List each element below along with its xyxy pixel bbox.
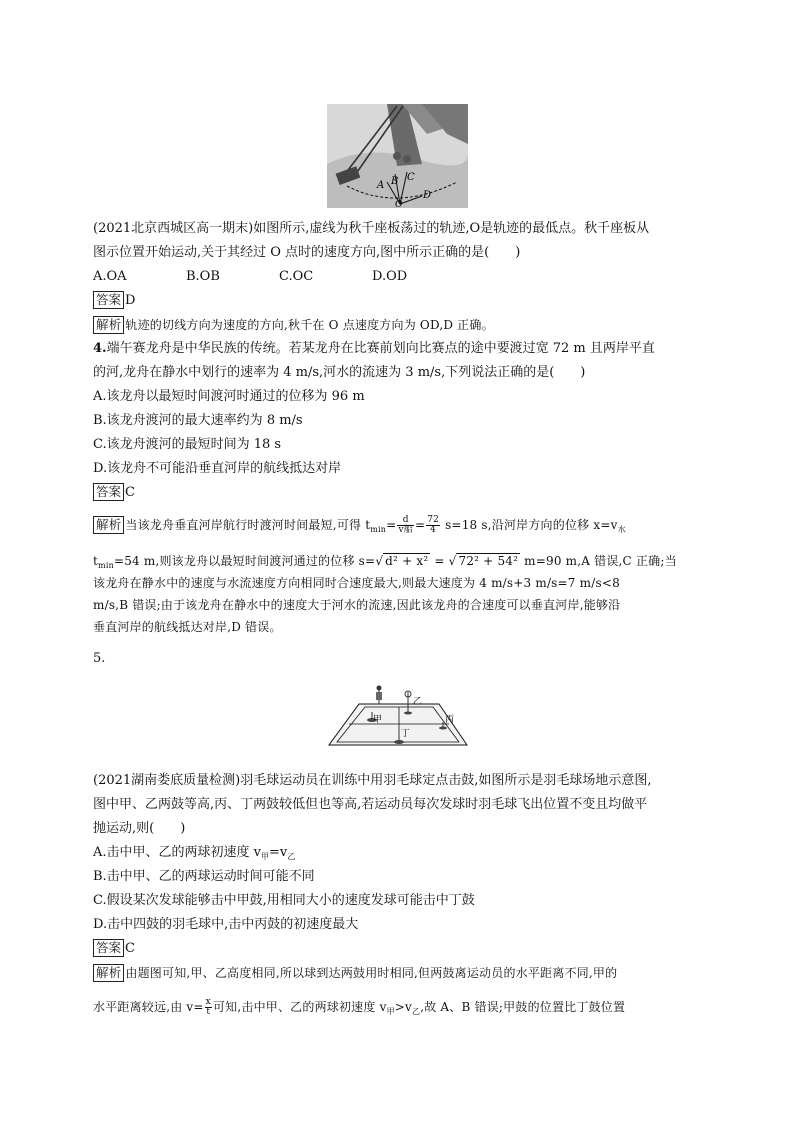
fig-label-ding: 丁 xyxy=(401,729,411,739)
q3-option-b: B.OB xyxy=(186,269,220,284)
q4-option-b: B.该龙舟渡河的最大速率约为 8 m/s xyxy=(93,413,303,428)
fig-label-jia: 甲 xyxy=(373,715,383,725)
q4-an2-c: = xyxy=(430,554,449,568)
fig-label-bing: 丙 xyxy=(445,715,455,725)
q5-option-d: D.击中四鼓的羽毛球中,击中丙鼓的初速度最大 xyxy=(93,917,359,932)
fig-label-o: O xyxy=(395,200,403,208)
q4-frac1-den: v船 xyxy=(398,525,413,535)
q5-stem-line1: (2021湖南娄底质量检测)羽毛球运动员在训练中用羽毛球定点击鼓,如图所示是羽毛球场地示意图, xyxy=(93,773,652,788)
q4-analysis-line3: 该龙舟在静水中的速度与水流速度方向相同时合速度最大,则最大速度为 4 m/s+3 m/s=7 m/s<8 xyxy=(93,576,620,590)
q4-analysis-line2: $t_{min}=54$ m,则该龙舟以最短时间渡河通过的位移 s=√ d² + x² = √ 72² + 54² m=90 m,A 错误,C 正确;当 xyxy=(93,554,677,570)
q3-answer xyxy=(93,291,135,311)
q4-an1-a: 当该龙舟垂直河岸航行时渡河时间最短,可得 t xyxy=(125,518,371,532)
badminton-court-figure xyxy=(327,682,469,748)
q5-option-c: C.假设某次发球能够击中甲鼓,用相同大小的速度发球可能击中丁鼓 xyxy=(93,893,475,908)
q5-an2-a: 水平距离较远,由 v= xyxy=(93,1000,204,1014)
q4-frac2-num: 72 xyxy=(427,515,440,525)
q5-optA-b: =v xyxy=(269,845,288,860)
q5-number: 5. xyxy=(93,651,106,666)
analysis-tag: 解析 xyxy=(93,964,124,982)
q5-optA-a: A.击中甲、乙的两球初速度 v xyxy=(93,845,261,860)
q3-option-d: D.OD xyxy=(372,269,408,284)
q3-stem-line1: (2021北京西城区高一期末)如图所示,虚线为秋千座板荡过的轨迹,O是轨迹的最低点。秋千座板从 xyxy=(93,221,650,236)
q5-option-b: B.击中甲、乙的两球运动时间可能不同 xyxy=(93,869,315,884)
q5-frac-num: x xyxy=(205,997,211,1007)
q4-sqrt2: 72² + 54² xyxy=(458,554,519,568)
q3-answer-value: D xyxy=(125,293,136,308)
q5-stem-line2: 图中甲、乙两鼓等高,丙、丁两鼓较低但也等高,若运动员每次发球时羽毛球飞出位置不变且均做平 xyxy=(93,797,648,812)
fig-label-d: D xyxy=(423,190,432,201)
answer-tag: 答案 xyxy=(93,483,124,501)
q3-analysis-text: 轨迹的切线方向为速度的方向,秋千在 O 点速度方向为 OD,D 正确。 xyxy=(125,318,494,332)
q5-an2-d: ,故 A、B 错误;甲鼓的位置比丁鼓位置 xyxy=(420,1000,626,1014)
q5-frac-den: t xyxy=(206,1007,211,1017)
q4-an2-sub: min xyxy=(98,561,114,570)
q4-stem-line1 xyxy=(93,339,655,359)
q5-answer-value: C xyxy=(125,941,135,956)
q5-stem-line3: 抛运动,则( ) xyxy=(93,821,186,836)
q4-frac1 xyxy=(397,516,414,535)
q5-analysis-line1 xyxy=(93,963,617,983)
q4-an2-a: t xyxy=(93,554,99,568)
q5-optA-sub2: 乙 xyxy=(287,852,296,861)
analysis-tag: 解析 xyxy=(93,516,124,534)
fig-label-a: A xyxy=(377,180,385,191)
q3-analysis xyxy=(93,315,494,335)
q4-an1-eq2: = xyxy=(414,518,426,532)
answer-tag: 答案 xyxy=(93,291,124,309)
q4-option-a: A.该龙舟以最短时间渡河时通过的位移为 96 m xyxy=(93,389,365,404)
q4-analysis-line4: m/s,B 错误;由于该龙舟在静水中的速度大于河水的流速,因此该龙舟的合速度可以垂直河岸,能够沿 xyxy=(93,598,621,612)
q4-frac1-num: d xyxy=(397,516,414,526)
q4-answer xyxy=(93,483,135,503)
q4-option-d: D.该龙舟不可能沿垂直河岸的航线抵达对岸 xyxy=(93,461,342,476)
q5-answer xyxy=(93,939,135,959)
q4-an1-eq: = xyxy=(386,518,397,532)
q4-sqrt1: d² + x² xyxy=(385,554,429,568)
q3-stem-line2: 图示位置开始运动,关于其经过 O 点时的速度方向,图中所示正确的是( ) xyxy=(93,245,521,260)
q5-an1: 由题图可知,甲、乙高度相同,所以球到达两鼓用时相同,但两鼓离运动员的水平距离不同,甲的 xyxy=(125,966,618,980)
fig-label-c: C xyxy=(407,172,415,183)
q4-analysis-line1 xyxy=(93,515,626,540)
analysis-tag: 解析 xyxy=(93,316,124,334)
q3-options xyxy=(93,267,465,287)
q4-option-c: C.该龙舟渡河的最短时间为 18 s xyxy=(93,437,282,452)
q5-an2-sub1: 甲 xyxy=(386,1007,395,1016)
q5-optA-sub1: 甲 xyxy=(261,852,269,861)
q4-number: 4. xyxy=(93,341,107,356)
q4-analysis-line5: 垂直河岸的航线抵达对岸,D 错误。 xyxy=(93,620,282,634)
q4-an2-b: =54 m,则该龙舟以最短时间渡河通过的位移 s= xyxy=(113,554,376,568)
q5-analysis-line2 xyxy=(93,997,625,1022)
q5-an2-sub2: 乙 xyxy=(412,1007,421,1016)
q4-an1-sub: min xyxy=(370,525,387,534)
q4-answer-value: C xyxy=(125,485,135,500)
q5-an2-c: >v xyxy=(394,1000,412,1014)
q4-frac2-den: 4 xyxy=(430,525,437,535)
fig-label-b: B xyxy=(391,176,399,187)
q5-an2-b: 可知,击中甲、乙的两球初速度 v xyxy=(212,1000,387,1014)
fig-label-yi: 乙 xyxy=(413,697,423,707)
answer-tag: 答案 xyxy=(93,939,124,957)
swing-figure xyxy=(327,104,468,208)
q5-option-a xyxy=(93,843,295,867)
q4-stem-line2: 的河,龙舟在静水中划行的速率为 4 m/s,河水的流速为 3 m/s,下列说法正确的是( ) xyxy=(93,365,586,380)
q4-frac2 xyxy=(426,516,440,535)
q4-an2-d: m=90 m,A 错误,C 正确;当 xyxy=(520,554,677,568)
q4-an1-b: s=18 s,沿河岸方向的位移 x=v xyxy=(441,518,618,532)
q4-stem-text1: 端午赛龙舟是中华民族的传统。若某龙舟在比赛前划向比赛点的途中要渡过宽 72 m 且两岸平直 xyxy=(106,341,655,356)
q3-option-a: A.OA xyxy=(93,269,127,284)
q3-option-c: C.OC xyxy=(279,269,314,284)
q5-frac xyxy=(205,998,212,1017)
q4-an1-sub-water: 水 xyxy=(617,525,626,534)
